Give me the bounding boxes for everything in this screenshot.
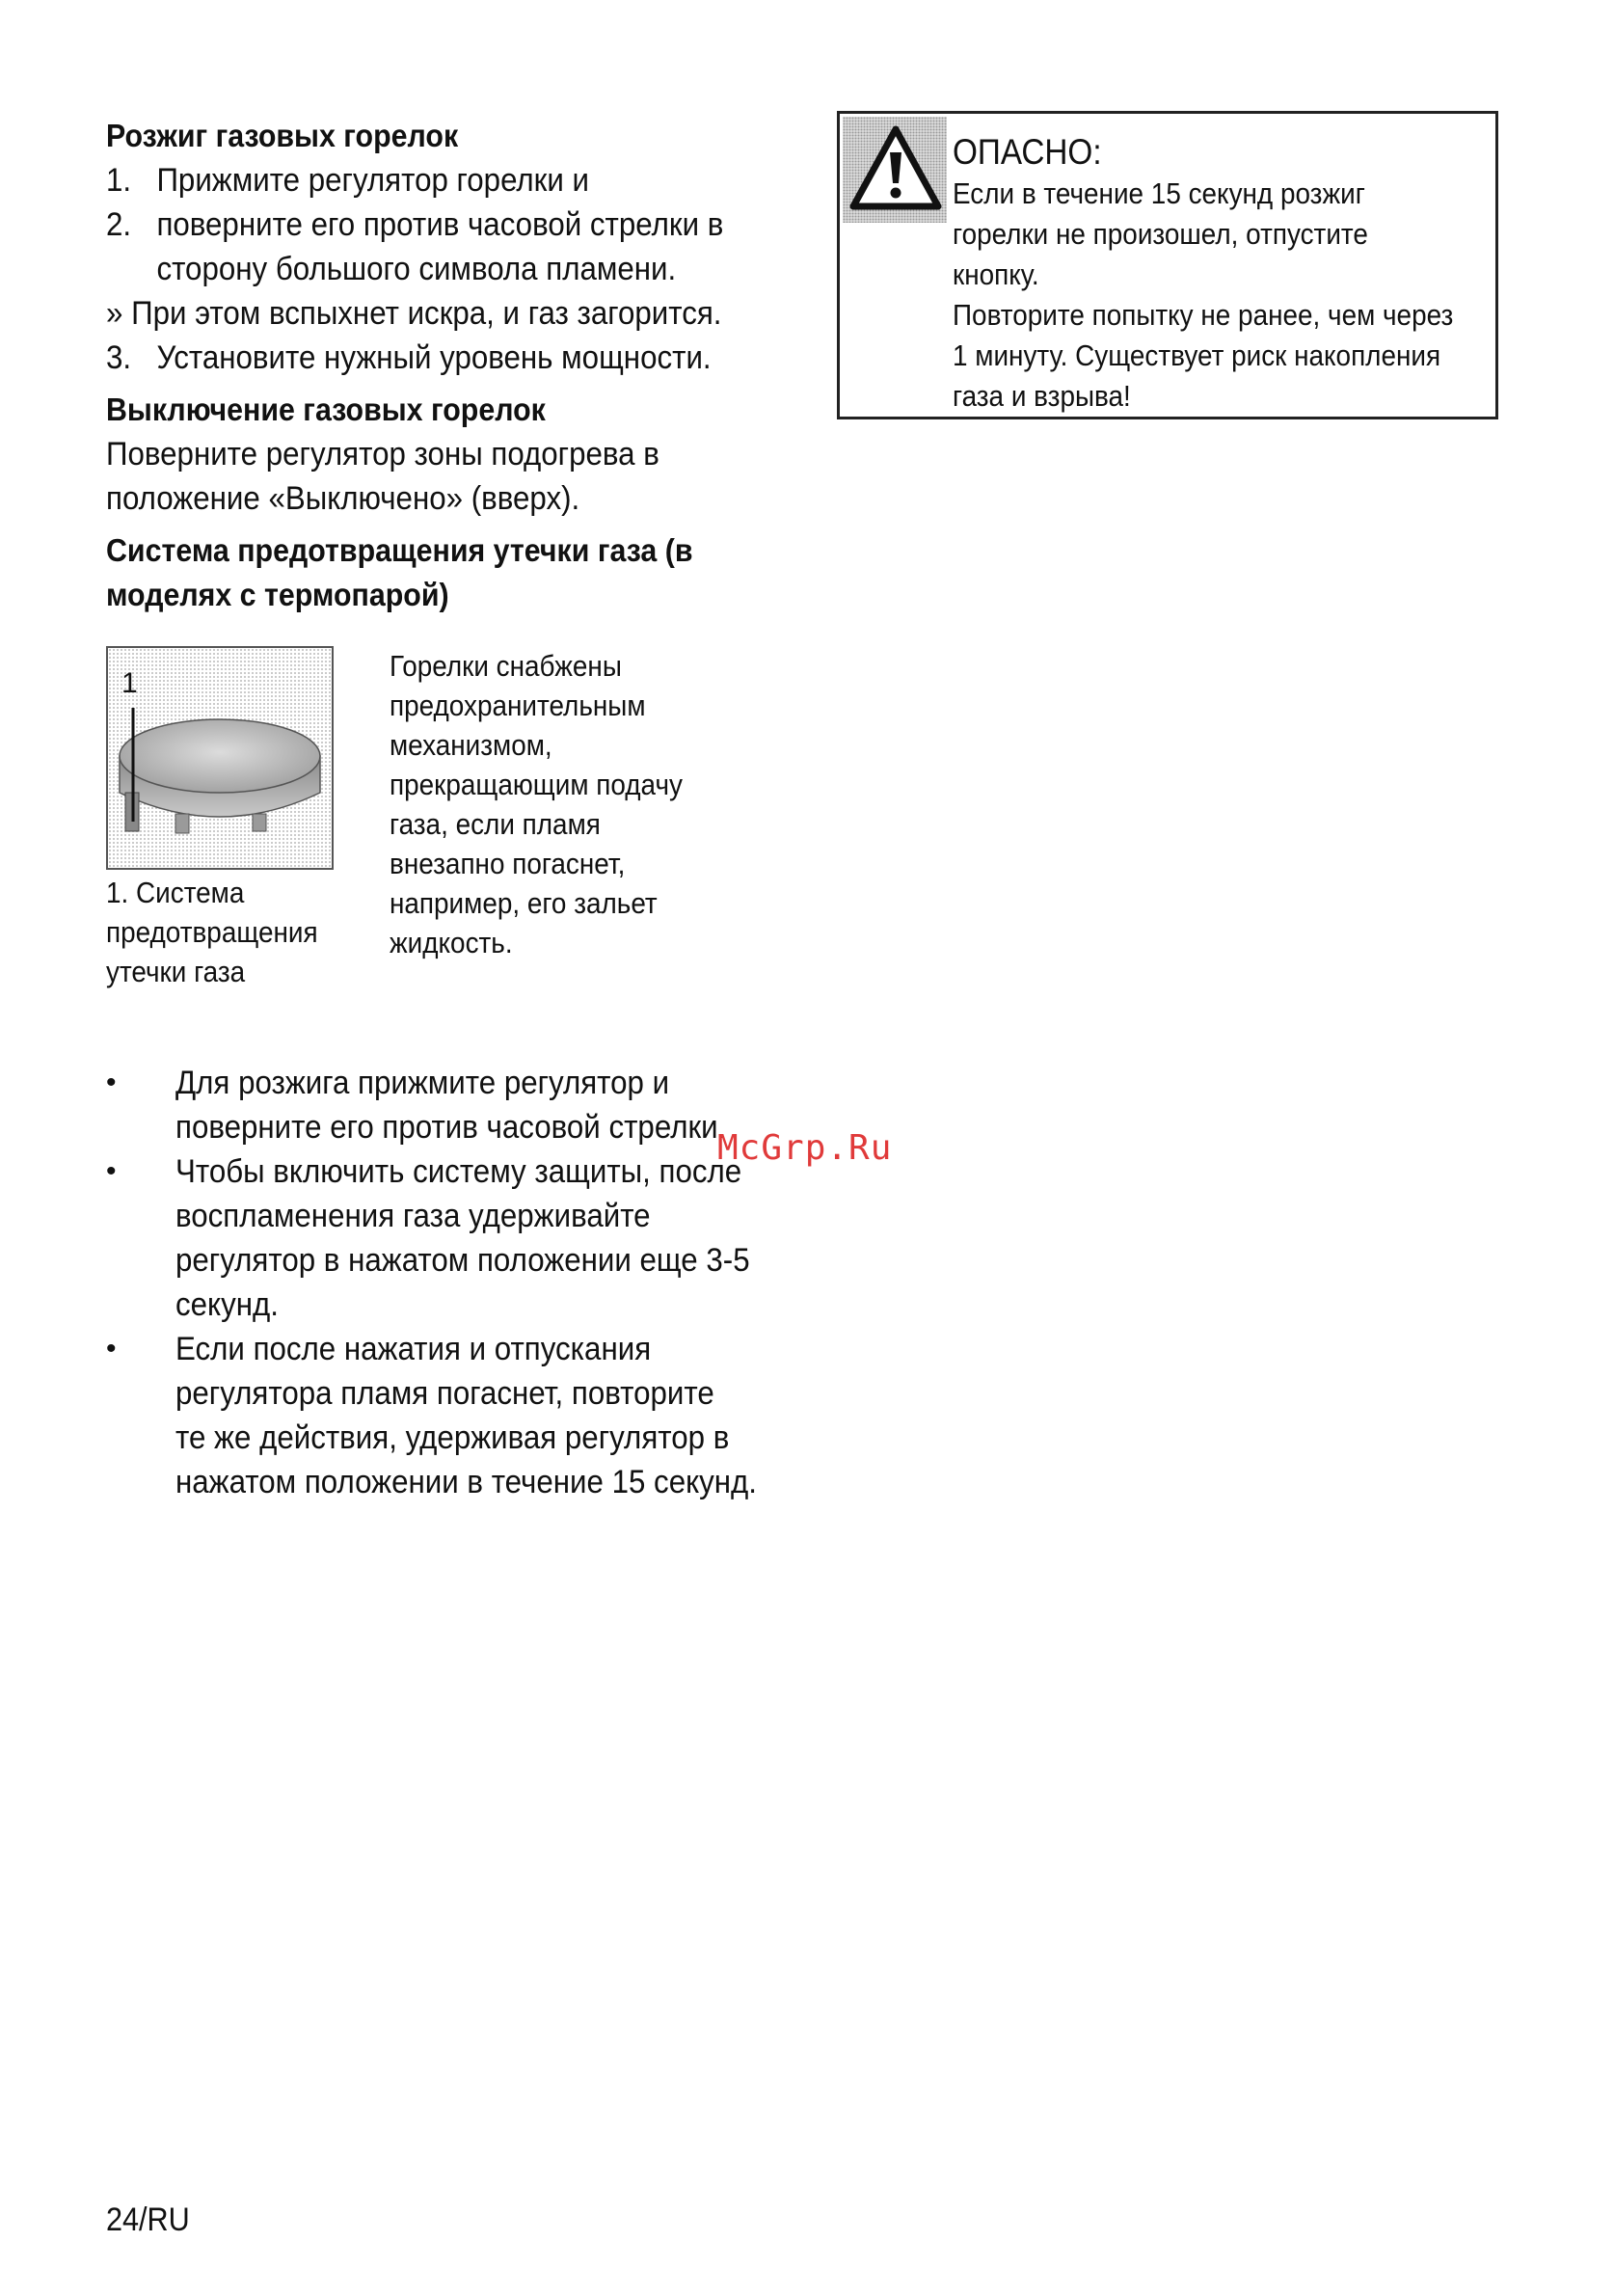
turn-off-line-2: положение «Выключено» (вверх). (106, 480, 580, 517)
description-line: предохранительным (390, 689, 646, 722)
figure-label: 1 (121, 667, 138, 699)
bullet-list (106, 1061, 839, 1504)
description-line: механизмом, (390, 728, 552, 762)
step-1-text: Прижмите регулятор горелки и (156, 162, 590, 199)
warning-line: горелки не произошел, отпустите (953, 217, 1368, 251)
bullet-line: регулятора пламя погаснет, повторите (175, 1375, 714, 1412)
caption-line: утечки газа (106, 955, 246, 988)
step-3-text: Установите нужный уровень мощности. (156, 339, 712, 376)
bullet-line: регулятор в нажатом положении еще 3-5 (175, 1242, 750, 1279)
burner-illustration (108, 648, 332, 868)
bullet-line: поверните его против часовой стрелки. (175, 1109, 727, 1146)
step-2-number: 2. (106, 206, 132, 243)
step-1 (106, 158, 744, 203)
description-line: газа, если пламя (390, 807, 601, 841)
caption-line: 1. Система (106, 876, 245, 909)
description-line: например, его зальет (390, 886, 658, 920)
figure-caption (106, 873, 347, 991)
step-2-text-cont: сторону большого символа пламени. (156, 251, 677, 287)
warning-line: Повторите попытку не ранее, чем через (953, 298, 1454, 332)
warning-line: газа и взрыва! (953, 379, 1131, 413)
heading-gas-safety-line-2: моделях с термопарой) (106, 577, 449, 612)
heading-gas-safety-line-1: Система предотвращения утечки газа (в (106, 532, 693, 568)
list-item (106, 1327, 839, 1504)
bullet-line: нажатом положении в течение 15 секунд. (175, 1464, 757, 1500)
description-line: прекращающим подачу (390, 768, 683, 801)
step-2-text: поверните его против часовой стрелки в (156, 206, 724, 243)
description-line: внезапно погаснет, (390, 847, 626, 880)
bullet-line: те же действия, удерживая регулятор в (175, 1419, 730, 1456)
warning-line: Если в течение 15 секунд розжиг (953, 176, 1365, 210)
warning-title: ОПАСНО: (953, 132, 1102, 172)
warning-triangle-icon (847, 123, 944, 214)
step-2-cont (106, 247, 744, 291)
turn-off-line-1: Поверните регулятор зоны подогрева в (106, 436, 659, 473)
left-column (106, 114, 800, 617)
warning-body (953, 174, 1493, 417)
caption-line: предотвращения (106, 915, 318, 949)
bullet-line: воспламенения газа удерживайте (175, 1198, 651, 1234)
bullet-line: Если после нажатия и отпускания (175, 1331, 652, 1367)
watermark: McGrp.Ru (717, 1128, 893, 1168)
ignition-result: » При этом вспыхнет искра, и газ загорится. (106, 295, 722, 332)
warning-line: 1 минуту. Существует риск накопления (953, 338, 1441, 372)
description-line: жидкость. (390, 926, 513, 959)
bullet-line: секунд. (175, 1286, 279, 1323)
bullet-marker: • (106, 1067, 117, 1098)
bullet-line: Чтобы включить систему защиты, после (175, 1153, 742, 1190)
bullet-line: Для розжига прижмите регулятор и (175, 1065, 670, 1101)
heading-turn-off: Выключение газовых горелок (106, 392, 546, 427)
step-2 (106, 203, 744, 247)
bullet-marker: • (106, 1155, 117, 1187)
description-line: Горелки снабжены (390, 649, 622, 683)
figure-description (390, 646, 814, 962)
step-1-number: 1. (106, 162, 132, 199)
step-3 (106, 336, 744, 380)
burner-figure (106, 646, 334, 870)
step-3-number: 3. (106, 339, 132, 376)
bullet-marker: • (106, 1333, 117, 1364)
list-item (106, 1149, 839, 1327)
warning-line: кнопку. (953, 257, 1039, 291)
danger-warning-box (837, 111, 1498, 419)
page-number: 24/RU (106, 2201, 190, 2238)
heading-ignition: Розжиг газовых горелок (106, 118, 459, 153)
